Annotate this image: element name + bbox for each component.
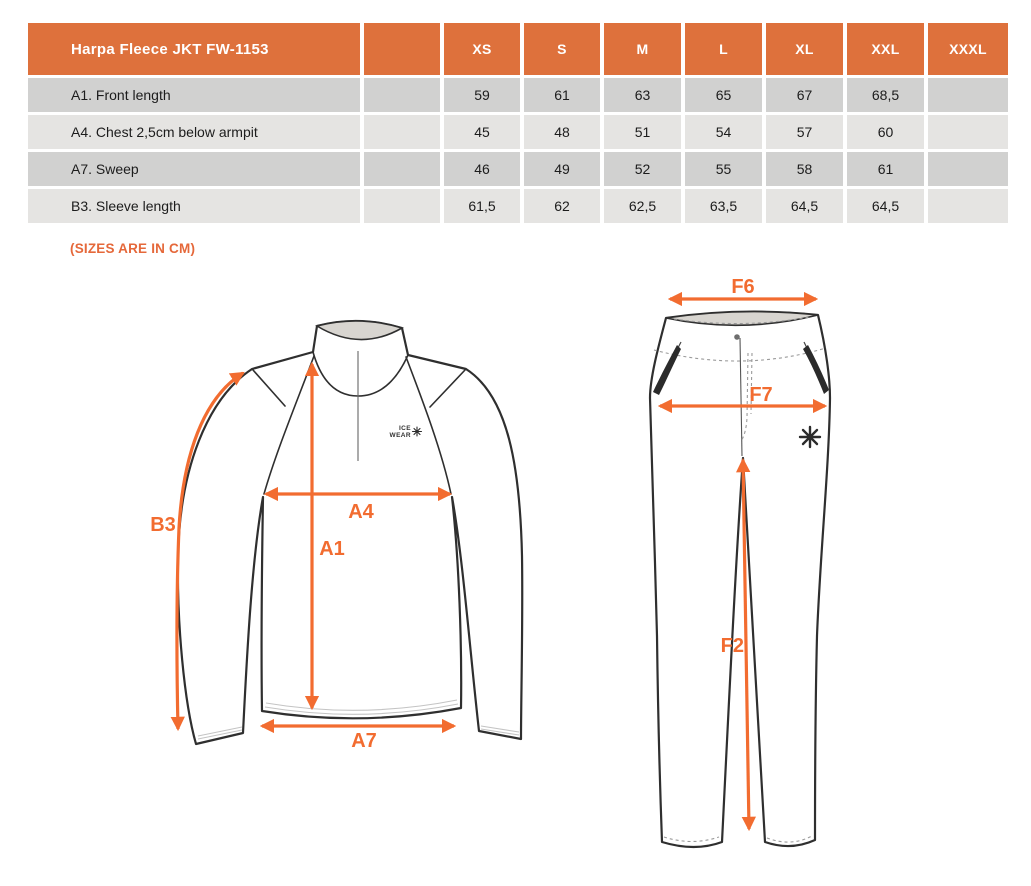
measurement-value-cell bbox=[928, 189, 1008, 223]
size-header-xl: XL bbox=[766, 23, 843, 75]
measurement-value-cell: 48 bbox=[524, 115, 600, 149]
measurement-value-cell: 61 bbox=[524, 78, 600, 112]
measurement-value-cell: 61,5 bbox=[444, 189, 520, 223]
measurement-value-cell: 68,5 bbox=[847, 78, 924, 112]
size-header-s: S bbox=[524, 23, 600, 75]
snowflake-icon bbox=[800, 427, 820, 447]
sizes-unit-note: (SIZES ARE IN CM) bbox=[70, 241, 196, 256]
logo-text-ice: ICE bbox=[398, 425, 411, 432]
pants-f7-label: F7 bbox=[749, 384, 773, 406]
measurement-value-cell: 65 bbox=[685, 78, 762, 112]
measurement-value-cell: 63,5 bbox=[685, 189, 762, 223]
measurement-value-cell: 52 bbox=[604, 152, 681, 186]
table-title: Harpa Fleece JKT FW-1153 bbox=[28, 23, 360, 75]
pants-diagram bbox=[610, 272, 860, 876]
measurement-value-cell: 63 bbox=[604, 78, 681, 112]
row-label: B3. Sleeve length bbox=[28, 189, 360, 223]
size-header-xxl: XXL bbox=[847, 23, 924, 75]
measurement-value-cell: 60 bbox=[847, 115, 924, 149]
pants-f6-label: F6 bbox=[731, 276, 755, 298]
measurement-value-cell: 51 bbox=[604, 115, 681, 149]
row-spacer-cell bbox=[364, 115, 440, 149]
header-spacer-cell bbox=[364, 23, 440, 75]
measurement-value-cell: 45 bbox=[444, 115, 520, 149]
row-spacer-cell bbox=[364, 152, 440, 186]
measurement-value-cell bbox=[928, 152, 1008, 186]
measurement-value-cell: 58 bbox=[766, 152, 843, 186]
measurement-value-cell: 46 bbox=[444, 152, 520, 186]
measurement-value-cell: 59 bbox=[444, 78, 520, 112]
size-header-l: L bbox=[685, 23, 762, 75]
pants-f2-label: F2 bbox=[720, 635, 744, 657]
measurement-value-cell: 55 bbox=[685, 152, 762, 186]
measurement-value-cell: 64,5 bbox=[766, 189, 843, 223]
row-spacer-cell bbox=[364, 78, 440, 112]
row-spacer-cell bbox=[364, 189, 440, 223]
measurement-value-cell: 67 bbox=[766, 78, 843, 112]
measurement-value-cell: 57 bbox=[766, 115, 843, 149]
measurement-value-cell: 54 bbox=[685, 115, 762, 149]
size-table bbox=[28, 23, 1008, 223]
size-header-m: M bbox=[604, 23, 681, 75]
measurement-value-cell: 62 bbox=[524, 189, 600, 223]
row-label: A7. Sweep bbox=[28, 152, 360, 186]
jacket-a1-label: A1 bbox=[319, 538, 345, 560]
jacket-b3-label: B3 bbox=[150, 514, 176, 536]
measurement-value-cell bbox=[928, 115, 1008, 149]
snowflake-icon bbox=[413, 427, 422, 436]
pants-button bbox=[734, 334, 740, 340]
measurement-value-cell bbox=[928, 78, 1008, 112]
row-label: A4. Chest 2,5cm below armpit bbox=[28, 115, 360, 149]
measurement-value-cell: 49 bbox=[524, 152, 600, 186]
jacket-a7-label: A7 bbox=[351, 730, 377, 752]
measurement-value-cell: 61 bbox=[847, 152, 924, 186]
jacket-diagram bbox=[140, 300, 560, 770]
size-header-xxxl: XXXL bbox=[928, 23, 1008, 75]
row-label: A1. Front length bbox=[28, 78, 360, 112]
size-header-xs: XS bbox=[444, 23, 520, 75]
measurement-value-cell: 62,5 bbox=[604, 189, 681, 223]
jacket-a4-label: A4 bbox=[348, 501, 374, 523]
pants-outline bbox=[650, 312, 830, 847]
measurement-value-cell: 64,5 bbox=[847, 189, 924, 223]
logo-text-wear: WEAR bbox=[389, 432, 411, 439]
